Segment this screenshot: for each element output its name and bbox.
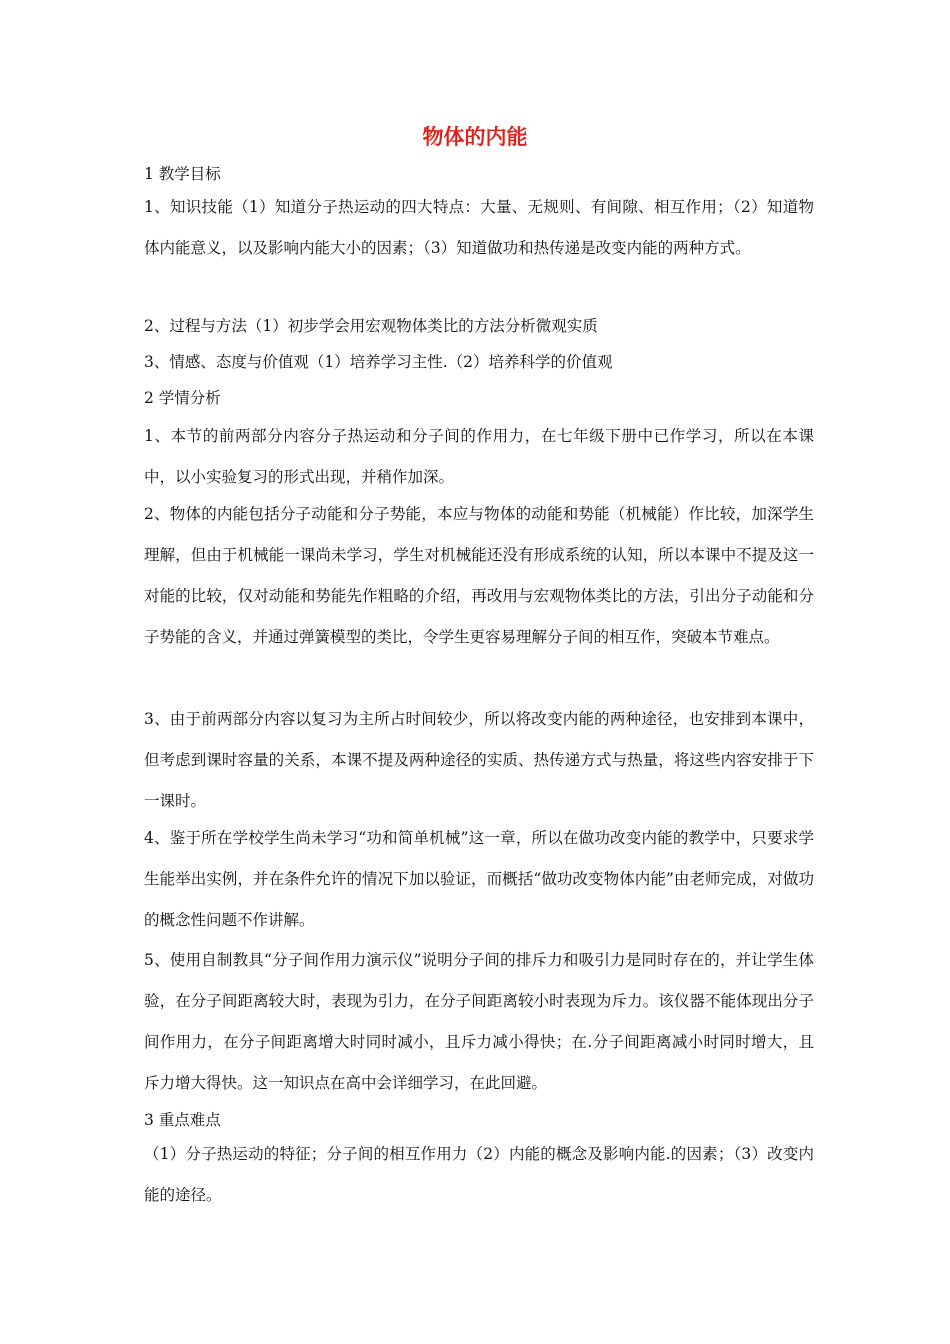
paragraph-analysis-2: 2、物体的内能包括分子动能和分子势能，本应与物体的动能和势能（机械能）作比较，加深学生理解，但由于机械能一课尚未学习，学生对机械能还没有形成系统的认知，所以本课中不提及这一对能的比较，仅对动能和势能先作粗略的介绍，再改用与宏观物体类比的方法，引出分子动能和分子势能的含义，并通过弹簧模型的类比，令学生更容易理解分子间的相互作，突破本节难点。 (144, 505, 814, 646)
paragraph-knowledge-skills: 1、知识技能（1）知道分子热运动的四大特点：大量、无规则、有间隙、相互作用；（2）知道物体内能意义，以及影响内能大小的因素；（3）知道做功和热传递是改变内能的两种方式。 (144, 198, 814, 257)
paragraph-process-methods: 2、过程与方法（1）初步学会用宏观物体类比的方法分析微观实质 (144, 317, 598, 335)
section-heading-teaching-goals: 1 教学目标 (144, 165, 221, 183)
paragraph-analysis-4: 4、鉴于所在学校学生尚未学习“功和简单机械”这一章，所以在做功改变内能的教学中，只要求学生能举出实例，并在条件允许的情况下加以验证，而概括“做功改变物体内能”由老师完成，对做功的概念性问题不作讲解。 (144, 829, 814, 929)
paragraph-analysis-5: 5、使用自制教具“分子间作用力演示仪”说明分子间的排斥力和吸引力是同时存在的，并让学生体验，在分子间距离较大时，表现为引力，在分子间距离较小时表现为斥力。该仪器不能体现出分子间作用力，在分子间距离增大时同时减小，且斥力减小得快；在.分子间距离减小时同时增大，且斥力增大得快。这一知识点在高中会详细学习，在此回避。 (144, 951, 814, 1092)
paragraph-values: 3、情感、态度与价值观（1）培养学习主性.（2）培养科学的价值观 (144, 353, 613, 371)
section-heading-key-points: 3 重点难点 (144, 1111, 221, 1129)
paragraph-key-points: （1）分子热运动的特征；分子间的相互作用力（2）内能的概念及影响内能.的因素；（3）改变内能的途径。 (144, 1145, 814, 1204)
paragraph-analysis-3: 3、由于前两部分内容以复习为主所占时间较少，所以将改变内能的两种途径，也安排到本课中，但考虑到课时容量的关系，本课不提及两种途径的实质、热传递方式与热量，将这些内容安排于下一课时。 (144, 710, 814, 810)
document-title: 物体的内能 (422, 125, 528, 149)
paragraph-analysis-1: 1、本节的前两部分内容分子热运动和分子间的作用力，在七年级下册中已作学习，所以在本课中，以小实验复习的形式出现，并稍作加深。 (144, 427, 814, 486)
section-heading-student-analysis: 2 学情分析 (144, 389, 221, 407)
